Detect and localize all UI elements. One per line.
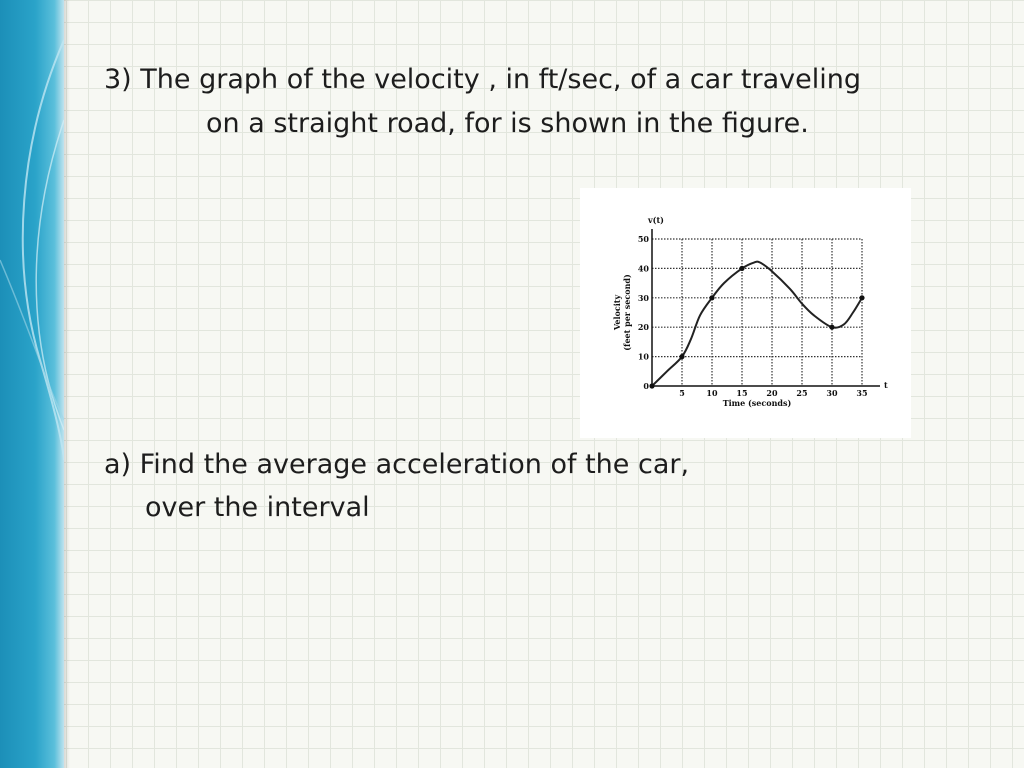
swirl-decoration	[0, 0, 64, 768]
data-point	[829, 325, 834, 330]
y-axis-label-line2: (feet per second)	[622, 274, 632, 351]
y-axis-title: v(t)	[648, 215, 664, 225]
data-point	[679, 354, 684, 359]
x-tick-label: 5	[679, 388, 685, 398]
data-point	[859, 295, 864, 300]
y-tick-label: 30	[637, 292, 649, 303]
velocity-chart	[580, 188, 911, 438]
x-tick-label: 10	[706, 388, 718, 398]
y-axis-label-line1: Velocity	[612, 294, 622, 331]
y-tick-label: 20	[637, 322, 649, 333]
x-tick-label: 25	[796, 388, 808, 398]
y-tick-label: 0	[643, 381, 649, 391]
part-a-text-line2: over the interval	[145, 492, 370, 523]
velocity-curve	[652, 262, 862, 386]
y-tick-label: 10	[637, 351, 649, 362]
data-point	[649, 383, 654, 388]
x-axis-end-label: t	[884, 380, 888, 390]
y-tick-label: 40	[637, 263, 649, 274]
x-tick-label: 20	[766, 388, 778, 398]
x-tick-label: 35	[856, 388, 868, 398]
x-tick-label: 30	[826, 388, 838, 398]
decorative-side-band	[0, 0, 64, 768]
data-point	[709, 295, 714, 300]
data-point	[739, 266, 744, 271]
side-band-shadow	[64, 0, 70, 768]
x-axis-title: Time (seconds)	[722, 398, 792, 408]
velocity-graph-figure	[580, 188, 911, 438]
x-tick-label: 15	[736, 388, 748, 398]
question-text-line1: 3) The graph of the velocity , in ft/sec, of a car traveling	[104, 64, 861, 95]
y-tick-label: 50	[637, 234, 649, 244]
part-a-text-line1: a) Find the average acceleration of the car,	[104, 449, 690, 480]
question-text-line2: on a straight road, for is shown in the figure.	[206, 108, 809, 139]
